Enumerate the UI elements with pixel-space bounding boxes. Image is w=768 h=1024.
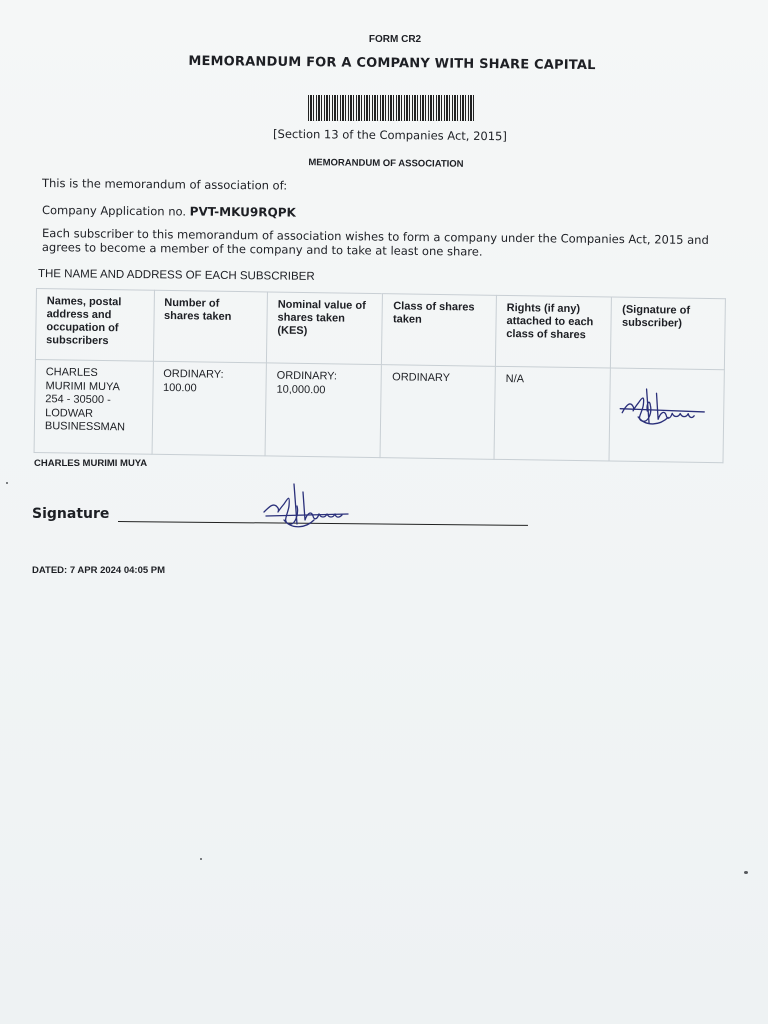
scan-speck <box>200 858 202 860</box>
subscriber-occupation: BUSINESSMAN <box>44 420 126 434</box>
header-nominal-value: Nominal value of shares taken (KES) <box>266 292 383 365</box>
scan-speck <box>6 482 8 484</box>
header-shares-taken: Number of shares taken <box>153 290 268 363</box>
application-number: PVT-MKU9RQPK <box>189 204 296 220</box>
section-reference: [Section 13 of the Companies Act, 2015] <box>273 126 507 144</box>
header-rights: Rights (if any) attached to each class of shares <box>495 295 612 368</box>
shares-class-label: ORDINARY: <box>163 367 224 381</box>
header-names: Names, postal address and occupation of subscribers <box>35 289 154 362</box>
nominal-amount: 10,000.00 <box>276 383 326 396</box>
barcode <box>308 95 474 121</box>
subscriber-signature-image <box>616 383 707 434</box>
application-number-line <box>42 203 296 220</box>
header-class: Class of shares taken <box>382 294 497 367</box>
cell-rights: N/A <box>494 366 611 461</box>
subscribers-table <box>34 288 726 463</box>
subscriber-full-name: CHARLES MURIMI MUYA <box>34 458 148 469</box>
scan-speck <box>744 871 748 874</box>
subscriber-name-line1: CHARLES <box>45 366 98 379</box>
cell-subscriber-details <box>34 359 153 454</box>
cell-share-class: ORDINARY <box>381 365 496 460</box>
document-subtitle: MEMORANDUM OF ASSOCIATION <box>308 157 464 170</box>
declaration-paragraph: Each subscriber to this memorandum of association wishes to form a company under the Companies Act, 2015 and agrees to become a member of the company and to take at least one share. <box>41 226 709 259</box>
application-label: Company Application no. <box>41 203 187 219</box>
signature-image <box>262 480 352 532</box>
subscriber-address-line2: LODWAR <box>45 406 94 420</box>
cell-shares-taken <box>152 361 267 456</box>
subscribers-table-wrapper <box>34 288 726 458</box>
subscriber-heading: THE NAME AND ADDRESS OF EACH SUBSCRIBER <box>37 268 315 283</box>
shares-count: 100.00 <box>162 381 197 394</box>
dated-line: DATED: 7 APR 2024 04:05 PM <box>32 565 166 576</box>
document-title: MEMORANDUM FOR A COMPANY WITH SHARE CAPITAL <box>188 53 596 74</box>
subscriber-name-line2: MURIMI MUYA <box>45 379 120 393</box>
form-code: FORM CR2 <box>368 34 422 45</box>
signature-label: Signature <box>32 506 110 522</box>
subscriber-address-line1: 254 - 30500 - <box>45 393 111 407</box>
table-header-row <box>35 289 725 370</box>
header-signature: (Signature of subscriber) <box>611 297 726 370</box>
nominal-class-label: ORDINARY: <box>276 369 338 383</box>
intro-text: This is the memorandum of association of: <box>41 176 288 193</box>
cell-nominal-value <box>265 363 382 458</box>
cell-signature <box>609 368 724 463</box>
table-row <box>34 359 724 462</box>
